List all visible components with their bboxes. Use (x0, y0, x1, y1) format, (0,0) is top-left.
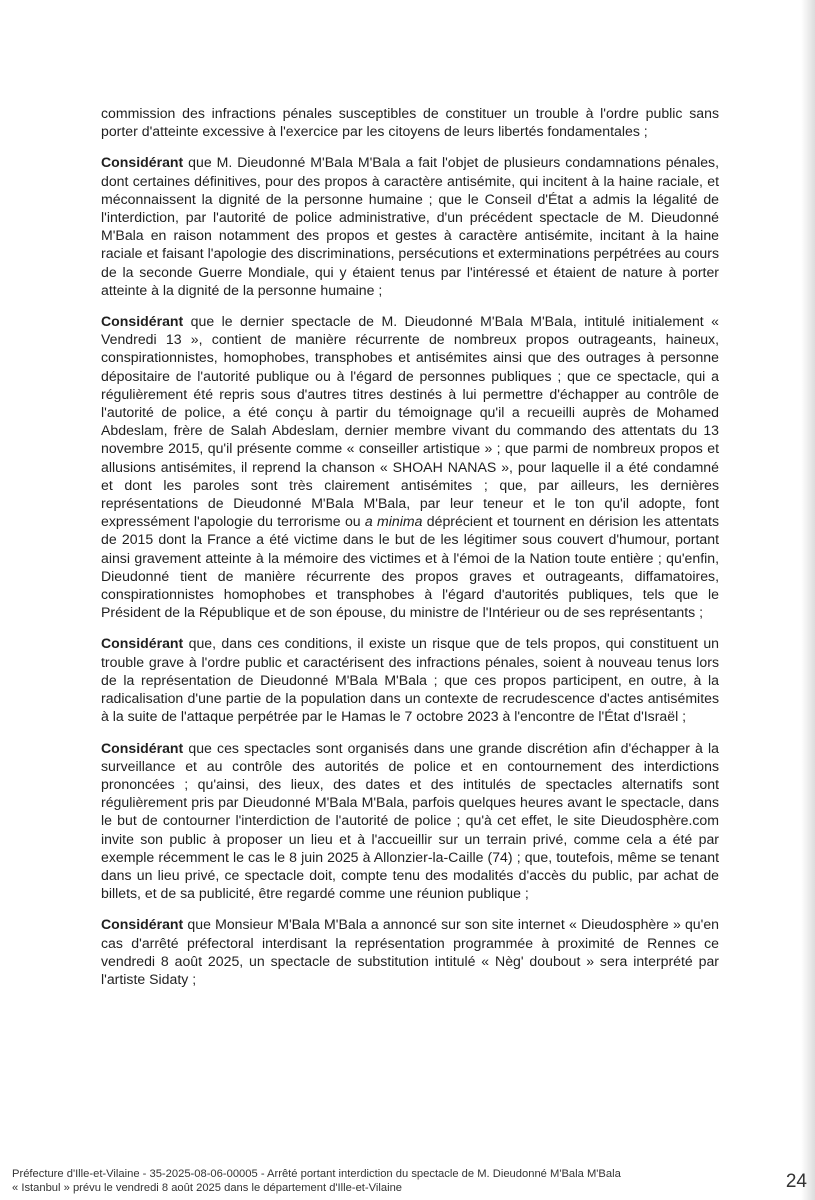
considerant-keyword: Considérant (101, 739, 184, 756)
paragraph-text: que ces spectacles sont organisés dans une grande discrétion afin d'échapper à la surveillance et au contrôle des autorités de police et en contournement des interdictions prononcées ; qu'ainsi, des lieux, des dates et des intitulés de spectacles alternatifs sont régulièrement pris par Dieudonné M'Bala M'Bala, parfois quelques heures avant le spectacle, dans le but de contourner l'interdiction de l'autorité de police ; qu'à cet effet, le site Dieudosphère.com invite son public à proposer un lieu et à l'accueillir sur un terrain privé, comme cela a été par exemple récemment le cas le 8 juin 2025 à Allonzier-la-Caille (74) ; que, toutefois, même se tenant dans un lieu privé, ce spectacle doit, compte tenu des modalités d'accès du public, par achat de billets, et de sa publicité, être regardé comme une réunion publique ; (101, 739, 719, 902)
paragraph-considerant-discretion (101, 739, 719, 903)
paragraph-considerant-spectacle (101, 312, 719, 621)
page-edge-shadow (801, 0, 815, 1200)
paragraph-text: que Monsieur M'Bala M'Bala a annoncé sur son site internet « Dieudosphère » qu'en cas d'arrêté préfectoral interdisant la représentation programmée à proximité de Rennes ce vendredi 8 août 2025, un spectacle de substitution intitulé « Nèg' doubout » sera interprété par l'artiste Sidaty ; (101, 916, 719, 987)
document-body (101, 104, 719, 1001)
paragraph-text: déprécient et tournent en dérision les attentats de 2015 dont la France a été victime dans le but de les légitimer sous couvert d'humour, portant ainsi gravement atteinte à la mémoire des victimes et à l'émoi de la Nation toute entière ; qu'enfin, Dieudonné tient de manière récurrente des propos graves et outrageants, diffamatoires, conspirationnistes homophobes et transphobes à l'égard d'autorités publiques, tels que le Président de la République et de son épouse, du ministre de l'Intérieur ou de ses représentants ; (101, 513, 719, 621)
paragraph-text: que, dans ces conditions, il existe un risque que de tels propos, qui constituent un trouble grave à l'ordre public et caractérisent des infractions pénales, soient à nouveau tenus lors de la représentation de Dieudonné M'Bala M'Bala ; que ces propos participent, en outre, à la radicalisation d'une partie de la population dans un contexte de recrudescence d'actes antisémites à la suite de l'attaque perpétrée par le Hamas le 7 octobre 2023 à l'encontre de l'État d'Israël ; (101, 635, 719, 725)
considerant-keyword: Considérant (101, 916, 184, 933)
considerant-keyword: Considérant (101, 154, 184, 171)
paragraph-text: que le dernier spectacle de M. Dieudonné M'Bala M'Bala, intitulé initialement « Vendredi 13 », contient de manière récurrente de nombreux propos outrageants, haineux, conspirationnistes, homophobes, transphobes et antisémites ainsi que des outrages à personne dépositaire de l'autorité publique ou à l'égard de personnes publiques ; que ce spectacle, qui a régulièrement été repris sous d'autres titres destinés à lui permettre d'échapper au contrôle de l'autorité de police, a été conçu à partir du témoignage qu'il a recueilli auprès de Mohamed Abdeslam, frère de Salah Abdeslam, dernier membre vivant du commando des attentats du 13 novembre 2015, qu'il présente comme « conseiller artistique » ; que parmi de nombreux propos et allusions antisémites, il reprend la chanson « SHOAH NANAS », pour laquelle il a été condamné et dont les paroles sont très clairement antisémites ; que, par ailleurs, les dernières représentations de Dieudonné M'Bala M'Bala, par leur teneur et le ton qu'il adopte, font expressément l'apologie du terrorisme ou (101, 313, 719, 530)
page-footer (12, 1168, 752, 1195)
paragraph-considerant-risk (101, 634, 719, 725)
paragraph-considerant-condemnations (101, 153, 719, 299)
paragraph-considerant-substitution (101, 915, 719, 988)
paragraph-continuation (101, 104, 719, 140)
footer-line-2: « Istanbul » prévu le vendredi 8 août 2025 dans le département d'Ille-et-Vilaine (12, 1181, 403, 1194)
paragraph-text: que M. Dieudonné M'Bala M'Bala a fait l'objet de plusieurs condamnations pénales, dont certaines définitives, pour des propos à caractère antisémite, qui incitent à la haine raciale, et méconnaissent la dignité de la personne humaine ; que le Conseil d'État a admis la légalité de l'interdiction, par l'autorité de police administrative, d'un précédent spectacle de M. Dieudonné M'Bala en raison notamment des propos et gestes à caractère antisémite, incitant à la haine raciale et faisant l'apologie des discriminations, persécutions et exterminations perpétrées au cours de la seconde Guerre Mondiale, qui y étaient tenus par l'intéressé et étaient de nature à porter atteinte à la dignité de la personne humaine ; (101, 154, 719, 298)
italic-phrase: a minima (364, 513, 423, 530)
paragraph-text: commission des infractions pénales susceptibles de constituer un trouble à l'ordre public sans porter d'atteinte excessive à l'exercice par les citoyens de leurs libertés fondamentales ; (101, 105, 719, 140)
considerant-keyword: Considérant (101, 313, 184, 330)
footer-line-1: Préfecture d'Ille-et-Vilaine - 35-2025-08-06-00005 - Arrêté portant interdiction du spectacle de M. Dieudonné M'Bala M'Bala (12, 1168, 621, 1180)
page-number: 24 (785, 1171, 807, 1192)
considerant-keyword: Considérant (101, 635, 184, 652)
